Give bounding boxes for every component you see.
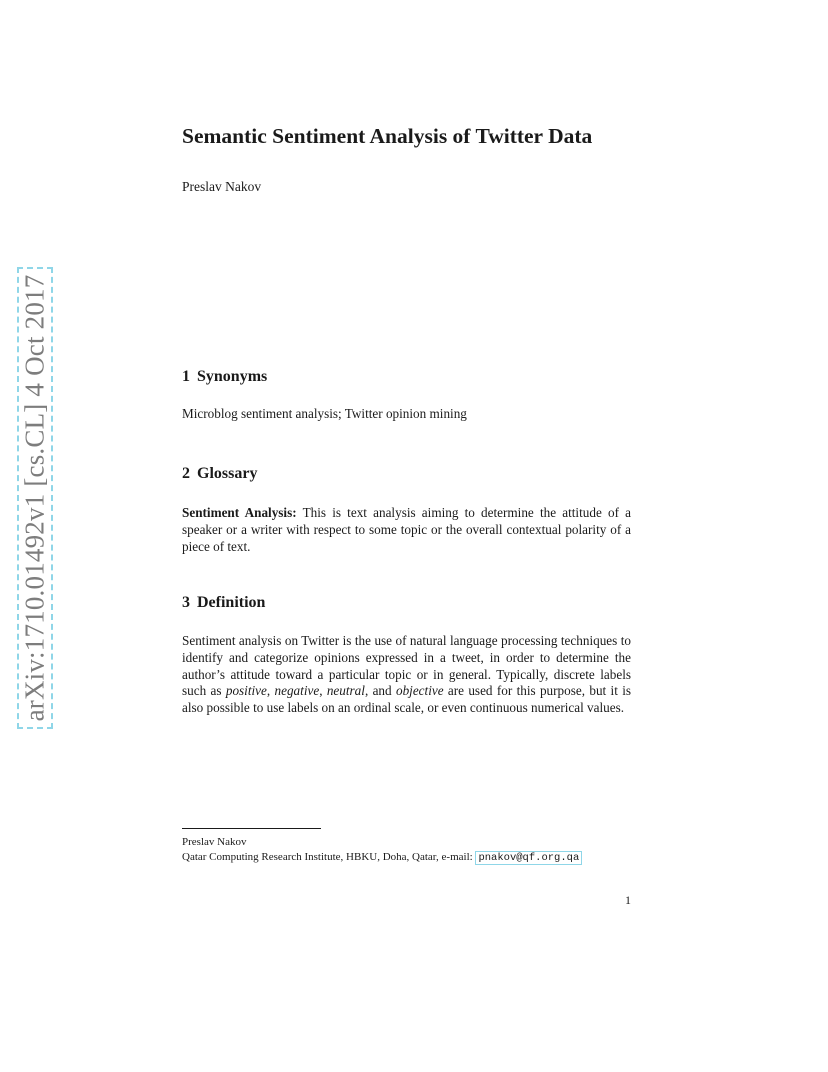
section-heading	[182, 465, 631, 483]
section-synonyms	[182, 368, 631, 423]
section-body: Microblog sentiment analysis; Twitter opinion mining	[182, 406, 467, 421]
label-separator: ,	[319, 683, 323, 699]
definition-text-part-2: are used for this purpose, but it is also possible to use labels on an ordinal scale, or even continuous numerical values.	[182, 683, 632, 716]
footnote-affiliation-line	[182, 850, 582, 866]
label-positive: positive	[225, 683, 267, 699]
glossary-definition: This is text analysis aiming to determine the attitude of a speaker or a writer with respect to some topic or the overall contextual polarity of a piece of text.	[182, 505, 631, 554]
email-link[interactable]: pnakov@qf.org.qa	[475, 851, 582, 865]
label-negative: negative	[274, 683, 320, 699]
label-neutral: neutral	[326, 683, 365, 699]
section-body	[182, 633, 631, 717]
page-number: 1	[625, 893, 631, 907]
section-body	[182, 505, 631, 555]
section-heading	[182, 594, 631, 612]
section-title: Synonyms	[197, 368, 268, 385]
footnote-author: Preslav Nakov	[182, 836, 247, 848]
definition-text-part-1: Sentiment analysis on Twitter is the use of natural language processing techniques to identify and categorize opinions expressed in a tweet, in order to determine the author’s attitude toward a particular topic or in general. Typically, discrete labels such as	[182, 633, 631, 699]
footnote	[182, 835, 582, 865]
label-separator: ,	[266, 683, 271, 699]
section-title: Definition	[197, 594, 266, 611]
footnote-divider	[182, 828, 321, 829]
glossary-term: Sentiment Analysis:	[182, 505, 297, 520]
author-name: Preslav Nakov	[182, 179, 262, 194]
section-definition	[182, 594, 631, 717]
label-separator: , and	[364, 683, 392, 699]
paper-title: Semantic Sentiment Analysis of Twitter Data	[182, 124, 593, 148]
footnote-affiliation: Qatar Computing Research Institute, HBKU, Doha, Qatar, e-mail:	[182, 850, 473, 863]
label-objective: objective	[395, 683, 444, 699]
section-glossary	[182, 465, 631, 555]
section-number: 3	[182, 594, 190, 611]
section-title: Glossary	[197, 465, 258, 482]
section-number: 2	[182, 465, 190, 482]
arxiv-identifier: arXiv:1710.01492v1 [cs.CL] 4 Oct 2017	[19, 274, 50, 722]
section-number: 1	[182, 368, 190, 385]
section-heading	[182, 368, 631, 386]
